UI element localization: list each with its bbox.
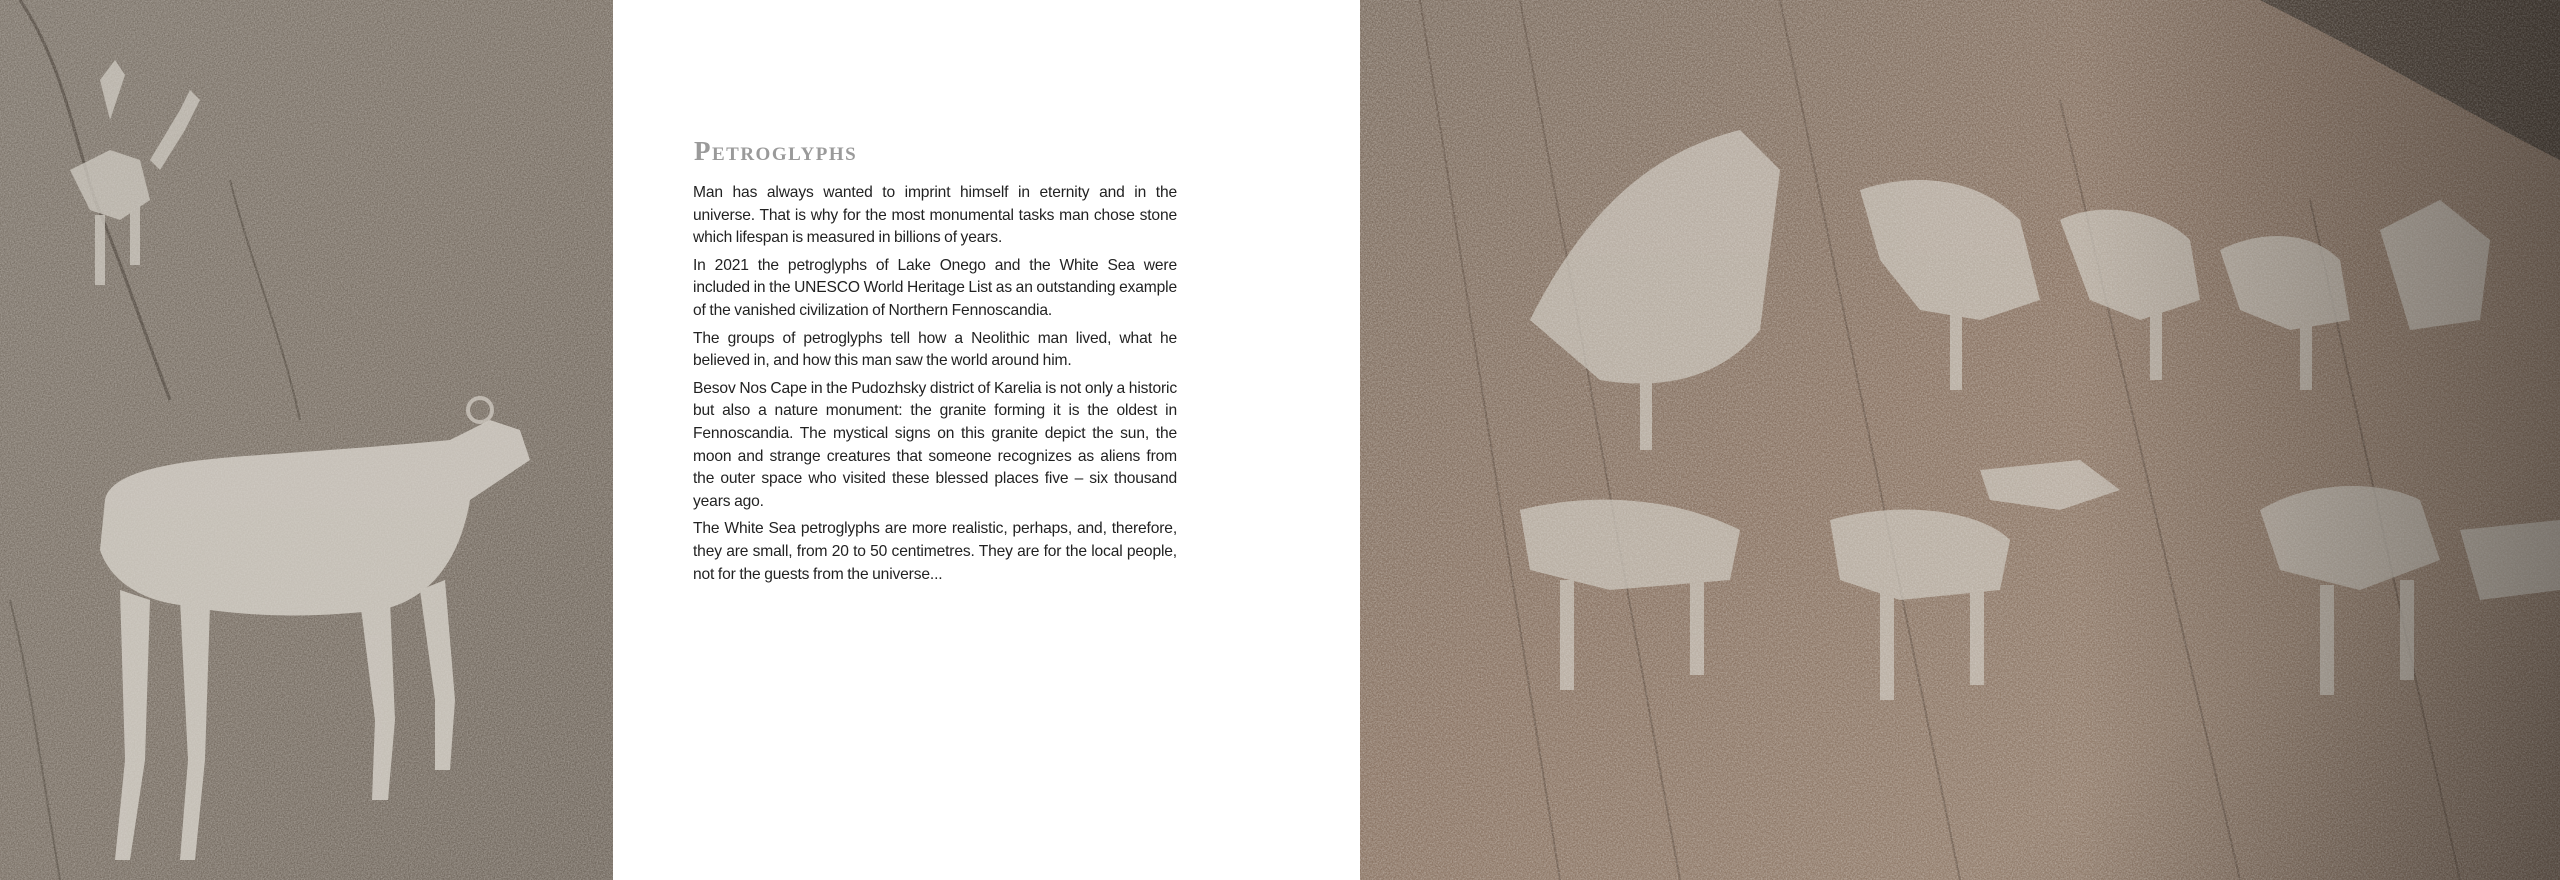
paragraph: Man has always wanted to imprint himself in eternity and in the universe. That is why for the most monumental tasks man chose stone which lifespan is measured in billions of years.	[693, 184, 1177, 247]
paragraph: Besov Nos Cape in the Pudozhsky district of Karelia is not only a historic but also a nature monument: the granite forming it is the oldest in Fennoscandia. The mystical signs on this granite depict the sun, the moon and strange creatures that someone recognizes as aliens from the outer space who visited these blessed places five – six thousand years ago.	[693, 379, 1177, 510]
left-petroglyph-photo	[0, 0, 613, 880]
page-title: Petroglyphs	[694, 136, 858, 166]
animals-petroglyph-image	[1360, 0, 2560, 880]
paragraph: The White Sea petroglyphs are more realistic, perhaps, and, therefore, they are small, from 20 to 50 centimetres. They are for the local people, not for the guests from the universe...	[693, 520, 1177, 583]
paragraph: The groups of petroglyphs tell how a Neolithic man lived, what he believed in, and how this man saw the world around him.	[693, 329, 1177, 370]
right-petroglyph-photo	[1360, 0, 2560, 880]
text-page	[613, 0, 1360, 880]
elk-petroglyph-image	[0, 0, 613, 880]
article-body	[693, 182, 1177, 591]
paragraph: In 2021 the petroglyphs of Lake Onego and the White Sea were included in the UNESCO World Heritage List as an outstanding example of the vanished civilization of Northern Fennoscandia.	[693, 256, 1177, 319]
